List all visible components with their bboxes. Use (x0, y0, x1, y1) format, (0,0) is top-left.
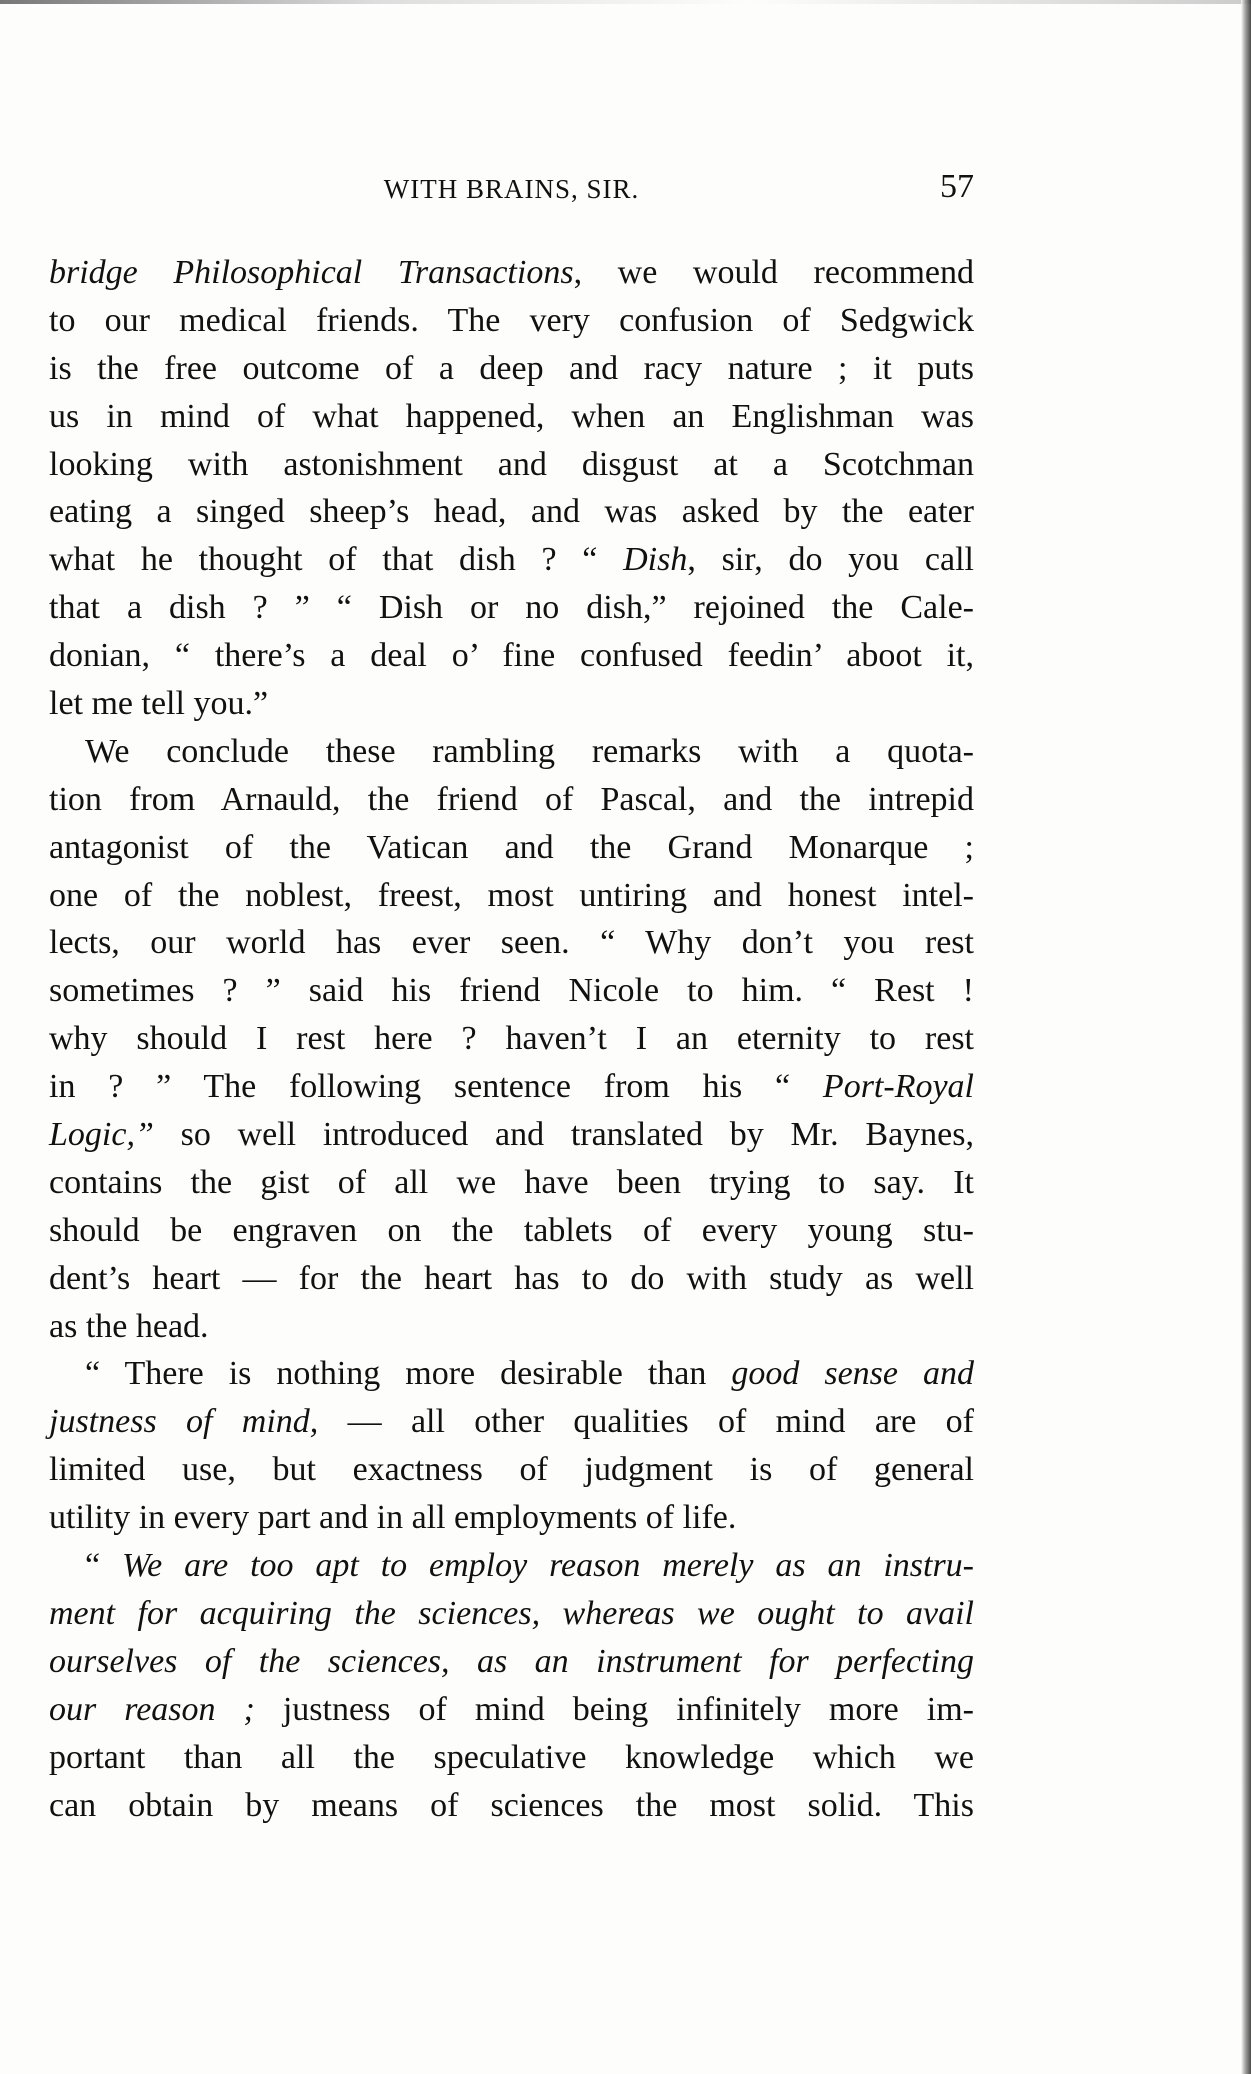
text-line (49, 1494, 974, 1542)
text-segment: to our medical friends. The very confusion of Sedgwick (49, 301, 974, 339)
text-line (49, 632, 974, 680)
text-segment: so well introduced and translated by Mr. Baynes, (153, 1116, 974, 1154)
text-line (49, 1063, 974, 1111)
italic-text: ourselves of the sciences, as an instrument for perfecting (49, 1642, 974, 1680)
text-line (49, 1207, 974, 1255)
text-segment: as the head. (49, 1307, 209, 1345)
text-line (49, 1255, 974, 1303)
text-line (49, 1782, 974, 1830)
text-line (49, 345, 974, 393)
text-segment: , we would recommend (573, 254, 974, 291)
italic-text: Logic,” (49, 1116, 154, 1154)
italic-text: Port-Royal (822, 1068, 974, 1106)
running-title: WITH BRAINS, SIR. (383, 174, 640, 204)
text-segment: lects, our world has ever seen. “ Why don’t you rest (49, 924, 974, 962)
text-segment: contains the gist of all we have been trying to say. It (49, 1163, 974, 1201)
italic-text: We are too apt to employ reason merely as an instru- (121, 1547, 974, 1585)
text-segment: let me tell you.” (49, 685, 269, 723)
text-line (49, 872, 974, 920)
text-segment: , sir, do you call (687, 541, 974, 579)
text-line (49, 728, 974, 776)
text-line (49, 1590, 974, 1638)
text-segment: should be engraven on the tablets of every young stu- (49, 1211, 974, 1249)
text-line (49, 297, 974, 345)
text-line (49, 1734, 974, 1782)
text-segment: dent’s heart — for the heart has to do with study as well (49, 1259, 974, 1297)
scan-top-edge (0, 0, 1251, 4)
paragraph (49, 1542, 974, 1829)
text-line (49, 488, 974, 536)
text-line (49, 1111, 974, 1159)
text-segment: justness of mind being infinitely more im- (254, 1690, 974, 1728)
page-header (49, 168, 974, 208)
paragraph (49, 249, 974, 728)
text-line (49, 919, 974, 967)
text-segment: one of the noblest, freest, most untiring and honest intel- (49, 876, 974, 914)
text-line (49, 536, 974, 584)
text-segment: tion from Arnauld, the friend of Pascal, and the intrepid (49, 780, 974, 818)
text-segment: antagonist of the Vatican and the Grand Monarque ; (49, 828, 974, 866)
italic-text: bridge Philosophical Transactions (49, 254, 574, 291)
italic-text: Dish (623, 541, 688, 579)
text-segment: looking with astonishment and disgust at a Scotchman (49, 445, 974, 483)
page-number: 57 (940, 168, 974, 205)
text-segment: why should I rest here ? haven’t I an eternity to rest (49, 1020, 974, 1058)
text-line (49, 1303, 974, 1351)
text-segment: — all other qualities of mind are of (318, 1403, 974, 1441)
page-body (49, 249, 974, 1829)
paragraph (49, 1350, 974, 1542)
book-spine-shadow (1241, 0, 1251, 2074)
text-segment: in ? ” The following sentence from his “ (49, 1068, 823, 1106)
text-line (49, 680, 974, 728)
text-line (49, 1350, 974, 1398)
text-segment: “ There is nothing more desirable than (85, 1355, 732, 1393)
text-segment: that a dish ? ” “ Dish or no dish,” rejoined the Cale- (49, 589, 974, 627)
text-segment: limited use, but exactness of judgment is of general (49, 1451, 974, 1489)
text-line (49, 1446, 974, 1494)
paragraph (49, 728, 974, 1351)
text-line (49, 393, 974, 441)
text-line (49, 584, 974, 632)
text-line (49, 1159, 974, 1207)
text-segment: We conclude these rambling remarks with a quota- (85, 732, 974, 770)
text-segment: what he thought of that dish ? “ (49, 541, 624, 579)
text-segment: can obtain by means of sciences the most solid. This (49, 1786, 974, 1824)
text-line (49, 1542, 974, 1590)
text-segment: eating a singed sheep’s head, and was asked by the eater (49, 493, 974, 531)
italic-text: justness of mind, (49, 1403, 319, 1441)
text-segment: is the free outcome of a deep and racy nature ; it puts (49, 349, 974, 387)
text-segment: “ (85, 1547, 122, 1585)
text-line (49, 1398, 974, 1446)
text-segment: portant than all the speculative knowledge which we (49, 1738, 974, 1776)
text-segment: donian, “ there’s a deal o’ fine confused feedin’ aboot it, (49, 637, 974, 675)
italic-text: ment for acquiring the sciences, whereas we ought to avail (49, 1594, 974, 1632)
italic-text: our reason ; (49, 1690, 255, 1728)
text-line (49, 249, 974, 297)
text-segment: utility in every part and in all employments of life. (49, 1499, 737, 1537)
text-segment: us in mind of what happened, when an Englishman was (49, 397, 974, 435)
text-line (49, 776, 974, 824)
italic-text: good sense and (731, 1355, 974, 1393)
text-line (49, 1686, 974, 1734)
text-line (49, 1638, 974, 1686)
text-line (49, 824, 974, 872)
text-line (49, 1015, 974, 1063)
text-segment: sometimes ? ” said his friend Nicole to him. “ Rest ! (49, 972, 974, 1010)
text-line (49, 967, 974, 1015)
text-line (49, 441, 974, 489)
